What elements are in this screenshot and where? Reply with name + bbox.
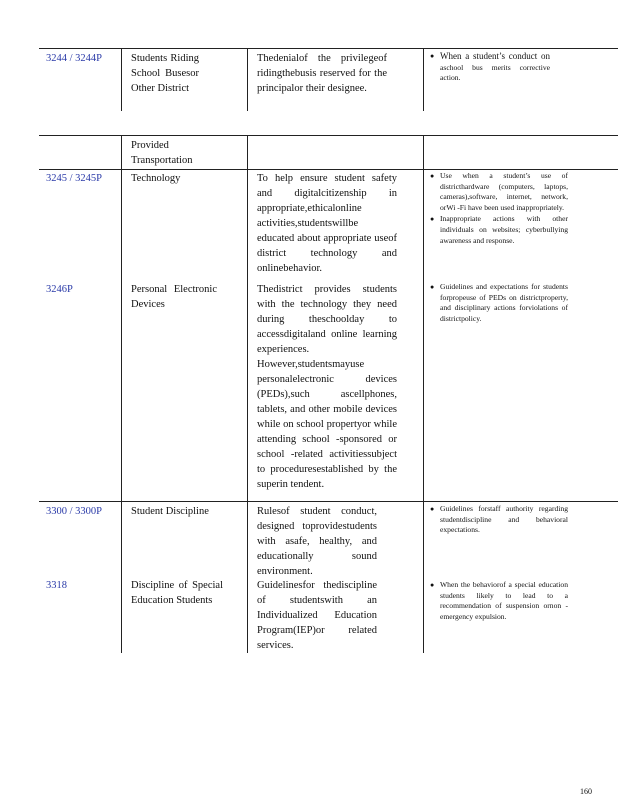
list-item: ● Inappropriate actions with other individuals on websites; cyberbullying awareness and response.: [430, 214, 568, 245]
table1-top-border: [39, 48, 618, 49]
policy-topic: Discipline of Special Education Students: [131, 580, 223, 606]
policy-code: 3318: [46, 580, 67, 591]
policy-description: Rulesof student conduct, designed toprovidestudents with asafe, healthy, and educationally sound environment.: [257, 506, 377, 577]
table2-col-divider-2: [247, 135, 248, 653]
policy-notes: [430, 171, 568, 247]
policy-topic: Personal Electronic Devices: [131, 284, 217, 310]
list-item: ● Use when a student’s use of districthardware (computers, laptops, cameras),software, internet, network, orWi -Fi have been used inappropriately.: [430, 171, 568, 212]
policy-notes: [430, 580, 568, 623]
list-item: ● When a student’s conduct on aschool bus merits corrective action.: [430, 51, 550, 83]
table1-col-divider-2: [247, 48, 248, 111]
bullet-icon: ●: [430, 215, 435, 224]
policy-description: Thedistrict provides students with the technology they need during theschoolday to accessdigitaland online learning experiences. However,studentsmayuse personalelectronic devices (PEDs),such ascellphones, tablets, and other mobile devices while on school propertyor while attending school -sponsored or school -related activitiessubject to proceduresestablished by the superin tendent.: [257, 284, 397, 490]
policy-description: Thedenialof the privilegeof ridingthebusis reserved for the principalor their designee.: [257, 53, 387, 94]
table2-col-divider-1: [121, 135, 122, 653]
page-number: 160: [580, 787, 592, 796]
table1-col-divider-1: [121, 48, 122, 111]
bullet-icon: ●: [430, 52, 435, 60]
policy-notes: [430, 504, 568, 537]
table1-col-divider-3: [423, 48, 424, 111]
policy-topic: Technology: [131, 173, 181, 184]
policy-code: 3244 / 3244P: [46, 53, 103, 64]
policy-description: To help ensure student safety and digitalcitizenship in appropriate,ethicalonline activities,studentswillbe educated about appropriate useof district technology and onlinebehavior.: [257, 173, 397, 274]
policy-description: Guidelinesfor thediscipline of studentswith an Individualized Education Program(IEP)or related services.: [257, 580, 377, 651]
table2-top-border: [39, 135, 618, 136]
policy-code: 3300 / 3300P: [46, 506, 103, 517]
bullet-icon: ●: [430, 505, 435, 513]
list-item: ● Guidelines and expectations for students forpropeuse of PEDs on districtproperty, and disciplinary actions forviolations of districtpolicy.: [430, 282, 568, 323]
table2-row-divider-1: [39, 169, 618, 170]
list-item: ● Guidelines forstaff authority regarding studentdiscipline and behavioral expectations.: [430, 504, 568, 535]
policy-notes: [430, 51, 550, 85]
policy-code: 3245 / 3245P: [46, 173, 103, 184]
table2-col-divider-3: [423, 135, 424, 653]
bullet-icon: ●: [430, 172, 435, 180]
list-item: ● When the behaviorof a special education students likely to lead to a recommendation of suspension ornon -emergency expulsion.: [430, 580, 568, 621]
policy-topic: Students Riding School Busesor Other District: [131, 53, 199, 94]
table2-row-divider-2: [39, 501, 618, 502]
policy-topic: Student Discipline: [131, 506, 209, 517]
policy-code: 3246P: [46, 284, 73, 295]
bullet-icon: ●: [430, 283, 435, 291]
policy-topic: Provided Transportation: [131, 140, 193, 166]
bullet-icon: ●: [430, 581, 435, 589]
policy-notes: [430, 282, 568, 325]
